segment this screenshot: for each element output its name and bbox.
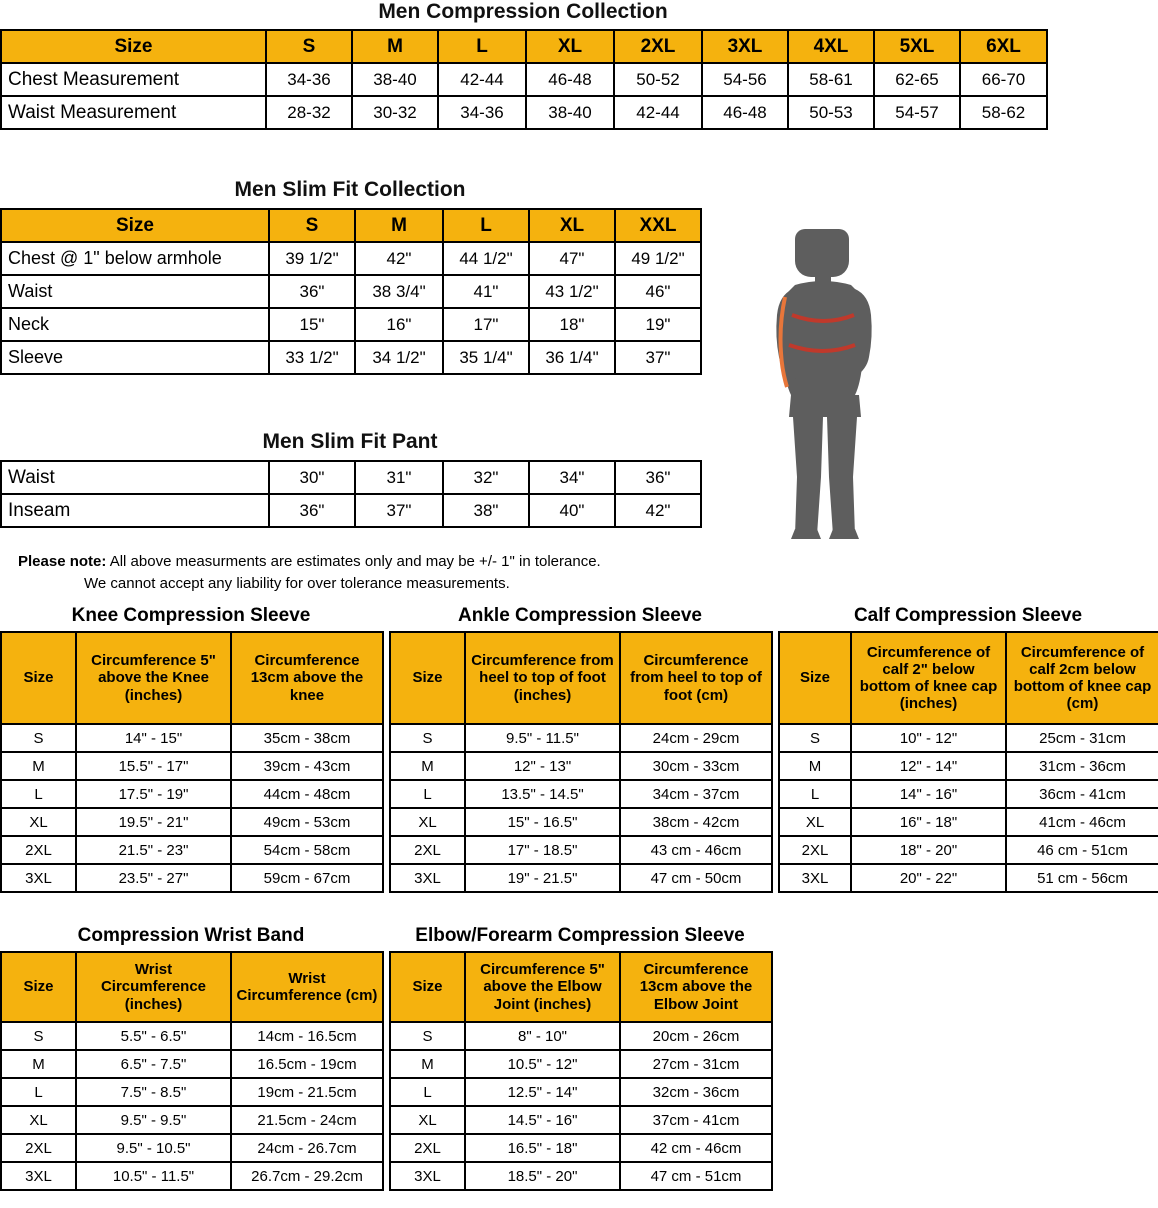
section-calf-compression-sleeve — [778, 605, 1158, 893]
table-row — [1, 1106, 383, 1134]
cell-size: L — [1, 780, 76, 808]
table-row — [1, 96, 1047, 129]
table-row — [779, 864, 1158, 892]
cell: 51 cm - 56cm — [1006, 864, 1158, 892]
cell-size: XL — [390, 808, 465, 836]
cell-size: 2XL — [1, 1134, 76, 1162]
table-row — [1, 1162, 383, 1190]
cell: 47" — [529, 242, 615, 275]
table-row — [1, 1134, 383, 1162]
cell: 24cm - 29cm — [620, 724, 772, 752]
cell: 12" - 13" — [465, 752, 620, 780]
header-cell-size: Size — [779, 632, 851, 724]
cell-size: XL — [390, 1106, 465, 1134]
cell: 19cm - 21.5cm — [231, 1078, 383, 1106]
cell: 25cm - 31cm — [1006, 724, 1158, 752]
cell: 18" — [529, 308, 615, 341]
cell: 12.5" - 14" — [465, 1078, 620, 1106]
table-header-row — [779, 632, 1158, 724]
table-row — [779, 808, 1158, 836]
cell: 21.5cm - 24cm — [231, 1106, 383, 1134]
cell: 10" - 12" — [851, 724, 1006, 752]
row-label: Waist Measurement — [1, 96, 266, 129]
cell: 38-40 — [526, 96, 614, 129]
cell: 46 cm - 51cm — [1006, 836, 1158, 864]
cell: 36cm - 41cm — [1006, 780, 1158, 808]
cell: 14" - 15" — [76, 724, 231, 752]
cell: 44cm - 48cm — [231, 780, 383, 808]
cell: 14.5" - 16" — [465, 1106, 620, 1134]
header-cell: XL — [529, 209, 615, 242]
table-row — [779, 752, 1158, 780]
section-elbow-forearm-compression-sleeve — [389, 925, 771, 1191]
table-row — [1, 341, 701, 374]
table-wrist-band — [0, 951, 384, 1191]
cell: 5.5" - 6.5" — [76, 1022, 231, 1050]
cell: 50-53 — [788, 96, 874, 129]
cell: 39 1/2" — [269, 242, 355, 275]
cell: 37" — [355, 494, 443, 527]
row-label: Waist — [1, 275, 269, 308]
cell: 47 cm - 50cm — [620, 864, 772, 892]
header-cell: Size — [1, 30, 266, 63]
cell-size: S — [1, 1022, 76, 1050]
cell: 36 1/4" — [529, 341, 615, 374]
cell: 46-48 — [526, 63, 614, 96]
cell: 38cm - 42cm — [620, 808, 772, 836]
cell-size: L — [390, 1078, 465, 1106]
cell: 54cm - 58cm — [231, 836, 383, 864]
header-cell: L — [438, 30, 526, 63]
table-calf-compression — [778, 631, 1158, 893]
table-row — [1, 836, 383, 864]
table-row — [779, 780, 1158, 808]
cell-size: 2XL — [1, 836, 76, 864]
cell: 58-61 — [788, 63, 874, 96]
row-label: Waist — [1, 461, 269, 494]
cell: 46" — [615, 275, 701, 308]
table-row — [1, 275, 701, 308]
cell: 38 3/4" — [355, 275, 443, 308]
section-men-slim-fit-collection — [0, 178, 700, 375]
compression-title: Men Compression Collection — [378, 0, 668, 23]
cell: 36" — [615, 461, 701, 494]
header-cell: Circumference 13cm above the Elbow Joint — [620, 952, 772, 1022]
table-row — [390, 864, 772, 892]
section-knee-compression-sleeve — [0, 605, 382, 893]
table-header-row — [1, 30, 1047, 63]
header-cell: M — [355, 209, 443, 242]
cell: 16" — [355, 308, 443, 341]
cell: 34 1/2" — [355, 341, 443, 374]
header-cell: 5XL — [874, 30, 960, 63]
cell-size: M — [390, 752, 465, 780]
table-row — [390, 1078, 772, 1106]
ankle-title: Ankle Compression Sleeve — [458, 605, 702, 626]
cell: 17" - 18.5" — [465, 836, 620, 864]
cell: 15.5" - 17" — [76, 752, 231, 780]
body-figure-icon — [735, 225, 925, 545]
cell: 27cm - 31cm — [620, 1050, 772, 1078]
row-label: Chest @ 1" below armhole — [1, 242, 269, 275]
header-cell: Circumference from heel to top of foot (inches) — [465, 632, 620, 724]
header-cell: Wrist Circumference (inches) — [76, 952, 231, 1022]
cell: 42-44 — [614, 96, 702, 129]
header-cell: Circumference 5" above the Knee (inches) — [76, 632, 231, 724]
cell: 13.5" - 14.5" — [465, 780, 620, 808]
cell: 14" - 16" — [851, 780, 1006, 808]
cell: 44 1/2" — [443, 242, 529, 275]
section-ankle-compression-sleeve — [389, 605, 771, 893]
cell: 40" — [529, 494, 615, 527]
calf-title: Calf Compression Sleeve — [853, 605, 1083, 626]
table-row — [1, 780, 383, 808]
cell: 32cm - 36cm — [620, 1078, 772, 1106]
note-line-1: All above measurments are estimates only and may be +/- 1" in tolerance. — [106, 553, 601, 570]
table-row — [1, 242, 701, 275]
cell-size: M — [1, 1050, 76, 1078]
table-row — [390, 1022, 772, 1050]
row-label: Sleeve — [1, 341, 269, 374]
table-header-row — [390, 632, 772, 724]
header-cell: XXL — [615, 209, 701, 242]
cell: 26.7cm - 29.2cm — [231, 1162, 383, 1190]
table-header-row — [390, 952, 772, 1022]
cell: 46-48 — [702, 96, 788, 129]
header-cell: Circumference of calf 2" below bottom of knee cap (inches) — [851, 632, 1006, 724]
table-men-slim-fit — [0, 208, 702, 375]
cell: 42" — [615, 494, 701, 527]
cell-size: XL — [1, 808, 76, 836]
cell: 34" — [529, 461, 615, 494]
cell: 8" - 10" — [465, 1022, 620, 1050]
cell: 38-40 — [352, 63, 438, 96]
row-label: Inseam — [1, 494, 269, 527]
cell: 16" - 18" — [851, 808, 1006, 836]
mannequin-illustration — [735, 225, 925, 545]
cell: 19.5" - 21" — [76, 808, 231, 836]
header-cell: Circumference 13cm above the knee — [231, 632, 383, 724]
table-men-compression — [0, 29, 1048, 130]
wrist-title: Compression Wrist Band — [77, 925, 305, 946]
section-compression-wrist-band — [0, 925, 382, 1191]
cell: 66-70 — [960, 63, 1047, 96]
cell-size: S — [1, 724, 76, 752]
cell: 62-65 — [874, 63, 960, 96]
cell-size: 3XL — [390, 1162, 465, 1190]
header-cell-size: Size — [390, 952, 465, 1022]
cell: 39cm - 43cm — [231, 752, 383, 780]
cell: 16.5cm - 19cm — [231, 1050, 383, 1078]
cell: 32" — [443, 461, 529, 494]
cell: 16.5" - 18" — [465, 1134, 620, 1162]
cell: 36" — [269, 275, 355, 308]
cell: 35 1/4" — [443, 341, 529, 374]
cell: 34-36 — [266, 63, 352, 96]
cell: 15" — [269, 308, 355, 341]
cell: 19" - 21.5" — [465, 864, 620, 892]
cell: 15" - 16.5" — [465, 808, 620, 836]
slimfit-title: Men Slim Fit Collection — [234, 178, 466, 201]
header-cell: Circumference 5" above the Elbow Joint (inches) — [465, 952, 620, 1022]
cell-size: 3XL — [779, 864, 851, 892]
table-row — [390, 1162, 772, 1190]
cell-size: S — [390, 724, 465, 752]
cell: 30cm - 33cm — [620, 752, 772, 780]
cell: 38" — [443, 494, 529, 527]
elbow-title: Elbow/Forearm Compression Sleeve — [415, 925, 745, 946]
table-row — [390, 1050, 772, 1078]
table-row — [1, 1050, 383, 1078]
cell: 7.5" - 8.5" — [76, 1078, 231, 1106]
cell-size: 2XL — [779, 836, 851, 864]
table-row — [1, 724, 383, 752]
cell: 9.5" - 11.5" — [465, 724, 620, 752]
cell: 19" — [615, 308, 701, 341]
cell: 17" — [443, 308, 529, 341]
table-header-row — [1, 952, 383, 1022]
section-men-slim-fit-pant — [0, 430, 700, 528]
header-cell-size: Size — [1, 952, 76, 1022]
cell: 14cm - 16.5cm — [231, 1022, 383, 1050]
cell: 20" - 22" — [851, 864, 1006, 892]
note-bold-label: Please note: — [18, 553, 107, 570]
cell: 42" — [355, 242, 443, 275]
table-row — [1, 494, 701, 527]
cell-size: L — [390, 780, 465, 808]
cell: 37cm - 41cm — [620, 1106, 772, 1134]
cell: 35cm - 38cm — [231, 724, 383, 752]
table-row — [779, 836, 1158, 864]
cell: 17.5" - 19" — [76, 780, 231, 808]
header-cell: S — [266, 30, 352, 63]
header-cell: L — [443, 209, 529, 242]
header-cell: 2XL — [614, 30, 702, 63]
cell: 21.5" - 23" — [76, 836, 231, 864]
cell: 59cm - 67cm — [231, 864, 383, 892]
table-row — [1, 63, 1047, 96]
cell: 10.5" - 12" — [465, 1050, 620, 1078]
section-men-compression-collection — [0, 0, 1046, 130]
cell: 34-36 — [438, 96, 526, 129]
cell-size: S — [390, 1022, 465, 1050]
header-cell: Size — [1, 209, 269, 242]
cell: 18" - 20" — [851, 836, 1006, 864]
table-header-row — [1, 632, 383, 724]
header-cell: Circumference of calf 2cm below bottom of knee cap (cm) — [1006, 632, 1158, 724]
knee-title: Knee Compression Sleeve — [71, 605, 311, 626]
header-cell: Wrist Circumference (cm) — [231, 952, 383, 1022]
cell-size: XL — [1, 1106, 76, 1134]
cell: 30-32 — [352, 96, 438, 129]
table-header-row — [1, 209, 701, 242]
header-cell: 4XL — [788, 30, 874, 63]
cell: 9.5" - 9.5" — [76, 1106, 231, 1134]
cell: 36" — [269, 494, 355, 527]
table-men-slim-fit-pant — [0, 460, 702, 528]
cell: 18.5" - 20" — [465, 1162, 620, 1190]
cell: 54-56 — [702, 63, 788, 96]
cell: 49 1/2" — [615, 242, 701, 275]
cell: 47 cm - 51cm — [620, 1162, 772, 1190]
table-row — [1, 308, 701, 341]
table-ankle-compression — [389, 631, 773, 893]
cell-size: M — [1, 752, 76, 780]
table-row — [390, 808, 772, 836]
cell: 34cm - 37cm — [620, 780, 772, 808]
cell: 28-32 — [266, 96, 352, 129]
table-row — [779, 724, 1158, 752]
cell-size: 3XL — [1, 1162, 76, 1190]
header-cell: S — [269, 209, 355, 242]
cell-size: 3XL — [1, 864, 76, 892]
cell: 23.5" - 27" — [76, 864, 231, 892]
cell: 30" — [269, 461, 355, 494]
table-row — [1, 1022, 383, 1050]
cell-size: 2XL — [390, 836, 465, 864]
header-cell: Circumference from heel to top of foot (cm) — [620, 632, 772, 724]
cell: 12" - 14" — [851, 752, 1006, 780]
table-elbow-forearm — [389, 951, 773, 1191]
note-line-2: We cannot accept any liability for over tolerance measurements. — [84, 574, 510, 592]
table-row — [390, 724, 772, 752]
cell: 41cm - 46cm — [1006, 808, 1158, 836]
cell: 9.5" - 10.5" — [76, 1134, 231, 1162]
cell: 42 cm - 46cm — [620, 1134, 772, 1162]
table-row — [390, 780, 772, 808]
cell: 49cm - 53cm — [231, 808, 383, 836]
table-row — [1, 461, 701, 494]
cell: 31" — [355, 461, 443, 494]
cell: 6.5" - 7.5" — [76, 1050, 231, 1078]
cell: 58-62 — [960, 96, 1047, 129]
header-cell: 6XL — [960, 30, 1047, 63]
header-cell: 3XL — [702, 30, 788, 63]
cell-size: 3XL — [390, 864, 465, 892]
cell: 54-57 — [874, 96, 960, 129]
cell-size: L — [1, 1078, 76, 1106]
cell: 31cm - 36cm — [1006, 752, 1158, 780]
cell-size: 2XL — [390, 1134, 465, 1162]
cell: 37" — [615, 341, 701, 374]
header-cell: XL — [526, 30, 614, 63]
table-row — [1, 752, 383, 780]
row-label: Chest Measurement — [1, 63, 266, 96]
cell-size: L — [779, 780, 851, 808]
cell: 50-52 — [614, 63, 702, 96]
table-row — [1, 864, 383, 892]
header-cell-size: Size — [1, 632, 76, 724]
cell-size: XL — [779, 808, 851, 836]
header-cell: M — [352, 30, 438, 63]
table-row — [390, 836, 772, 864]
cell: 42-44 — [438, 63, 526, 96]
cell: 41" — [443, 275, 529, 308]
pant-title: Men Slim Fit Pant — [262, 430, 438, 453]
table-row — [1, 1078, 383, 1106]
row-label: Neck — [1, 308, 269, 341]
header-cell-size: Size — [390, 632, 465, 724]
table-row — [390, 1106, 772, 1134]
table-row — [390, 1134, 772, 1162]
cell: 20cm - 26cm — [620, 1022, 772, 1050]
tolerance-note — [18, 551, 718, 595]
cell: 33 1/2" — [269, 341, 355, 374]
cell-size: S — [779, 724, 851, 752]
cell: 10.5" - 11.5" — [76, 1162, 231, 1190]
cell: 24cm - 26.7cm — [231, 1134, 383, 1162]
cell: 43 cm - 46cm — [620, 836, 772, 864]
cell-size: M — [390, 1050, 465, 1078]
table-knee-compression — [0, 631, 384, 893]
table-row — [1, 808, 383, 836]
cell-size: M — [779, 752, 851, 780]
cell: 43 1/2" — [529, 275, 615, 308]
table-row — [390, 752, 772, 780]
